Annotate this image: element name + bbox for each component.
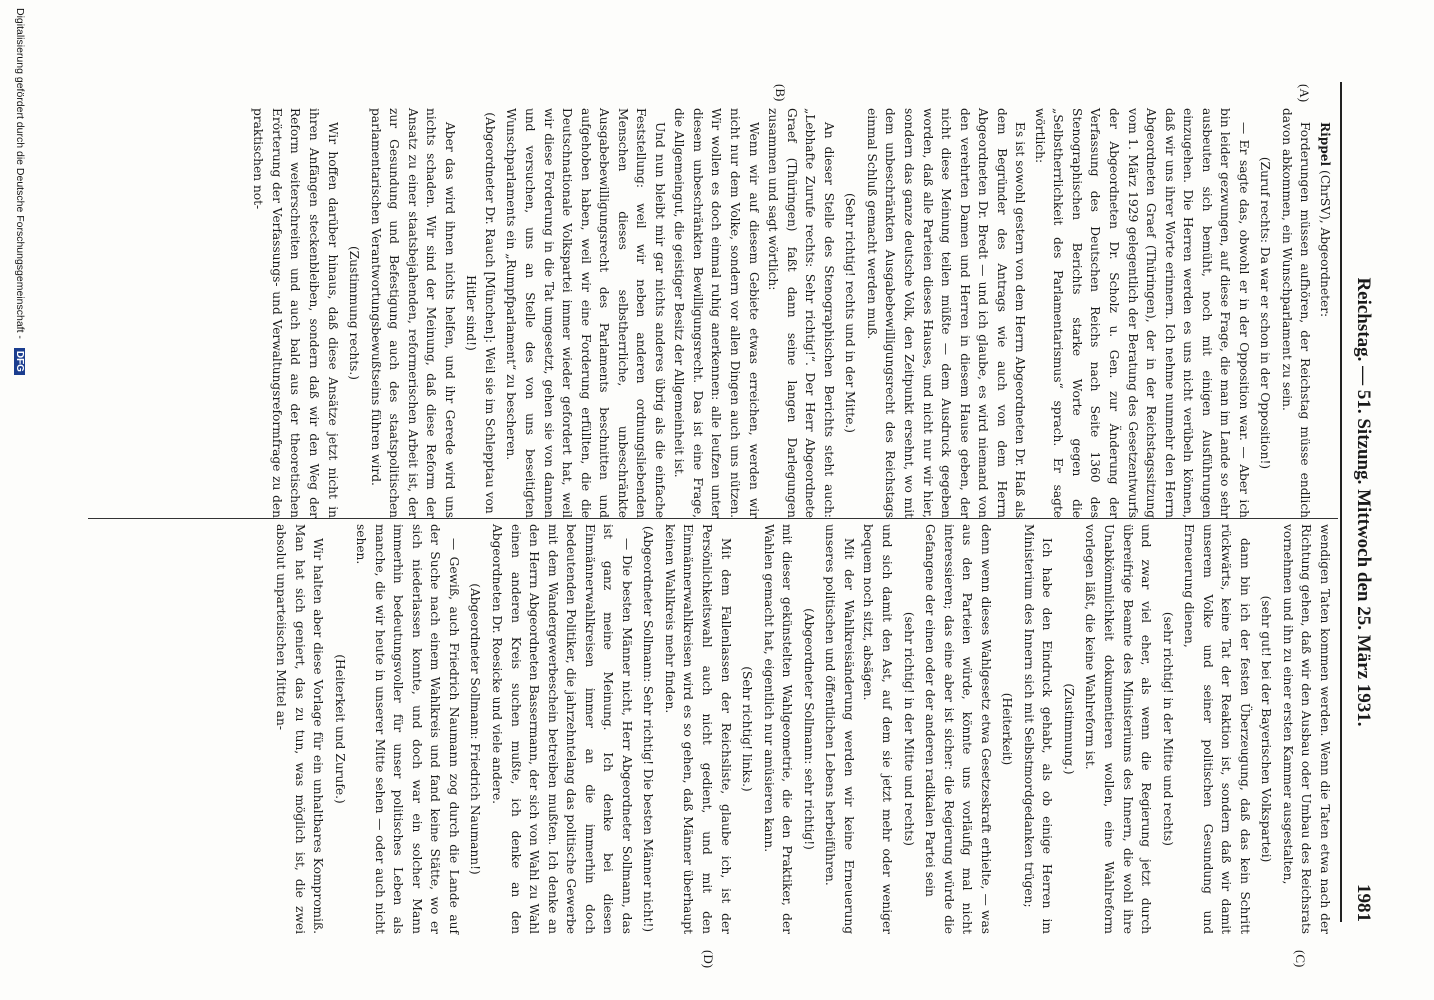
dfg-logo: DFG	[14, 348, 25, 375]
interjection: (sehr gut! bei der Bayerischen Volkspartei)	[1259, 595, 1274, 863]
running-head	[1344, 82, 1374, 922]
paragraph: Aber das wird ihnen nichts helfen, und ihr Gerede wird uns nichts schaden. Wir sind der Meinung, daß diese Reform der Ansatz zu einer staatsbejahenden, reformerischen Arbeit ist, der zur Gesundung und Befestigung auch des staatspolitischen parlamentarischen Verantwortungsbewußtseins führen wird.	[368, 108, 457, 518]
paragraph: Wir halten aber diese Vorlage für ein unhaltbares Kompromiß. Man hat sich geniert, das zu tun, was möglich ist, die zwei absolut unparteiischen Mittel an-	[274, 524, 326, 934]
interjection: (Zustimmung.)	[1061, 683, 1076, 775]
page-number: 1981	[1353, 884, 1374, 922]
paragraph: und zwar viel eher, als wenn die Regierung jetzt durch übereifrige Beamte des Ministeriums des Innern, die wohl ihre Unabkömmlichkeit dokumentieren wollen, eine Wahlreform vorlegen läßt, die keine Wahlreform ist.	[1083, 524, 1154, 934]
column-divider	[88, 518, 1338, 519]
paragraph: Mit dem Fallenlassen der Reichsliste, glaube ich, ist der Persönlichkeitswahl auch nicht gedient, und mit den Einmännerwahlkreisen wird es so gehen, daß Männer überhaupt keinen Wahlkreis mehr finden.	[662, 524, 733, 934]
paragraph: und sich damit den Ast, auf dem sie jetzt mehr oder weniger bequem noch sitzt, absägen.	[861, 524, 894, 934]
paragraph: Ich habe den Eindruck gehabt, als ob einige Herren im Ministerium des Innern sich mit Selbstmordgedanken trügen;	[1021, 524, 1055, 934]
paragraph: denn wenn dieses Wahlgesetz etwa Gesetzeskraft erhielte, — was aus den Parteien würde, könnte uns vorläufig mal nicht interessieren; das eine aber ist sicher: die Regierung würde die Gefangene der einen oder der anderen radikalen Partei sein	[923, 524, 993, 934]
paragraph: dann bin ich der festen Überzeugung, daß das kein Schritt rückwärts, keine Tat der Reaktion ist, sondern daß wir damit unserem Volke und seiner politischen Gesundung und Erneuerung dienen,	[1182, 524, 1252, 934]
margin-marker-c: (C)	[1293, 950, 1308, 968]
left-column	[248, 108, 1334, 518]
paragraph: — Gewiß, auch Friedrich Naumann zog durch die Lande auf der Suche nach einem Wahlkreis und fand keine Stätte, wo er sich niederlassen konnte, und doch war ein solcher Mann immerhin bedeutungsvoller für unser politisches Leben als manche, die wir heute in unserer Mitte sehen — oder auch nicht sehen.	[354, 524, 461, 934]
interjection: (Abgeordneter Sollmann: Friedrich Naumann!)	[468, 583, 483, 875]
interjection: (Heiterkeit und Zurufe.)	[332, 654, 347, 804]
interjection: (sehr richtig! in der Mitte und rechts)	[901, 611, 916, 847]
speaker-role: (ChrSV), Abgeordneter:	[1318, 166, 1332, 318]
interjection: (Heiterkeit)	[1000, 692, 1015, 766]
paragraph: — Die besten Männer nicht, Herr Abgeordneter Sollmann, das ist ganz meine Meinung. Ich denke bei diesen Einmännerwahlkreisen immer an die immerhin doch bedeutenden Politiker, die jahrzehntelang das politische Gewerbe mit dem Wandergewerbeschein betreiben mußten. Ich denke an den Herrn Abgeordneten Bassermann, der sich von Wahl zu Wahl einen anderen Kreis suchen mußte, ich denke an den Abgeordneten Dr. Roesicke und viele andere.	[490, 524, 634, 934]
paragraph: mit dieser gekünstelten Wahlgeometrie, die den Praktiker, der Wahlen gemacht hat, eigentlich nur amüsieren kann.	[761, 524, 795, 934]
paragraph: Und nun bleibt mir gar nichts anderes übrig als die einfache Feststellung: weil wir neben anderen ordnungsliebenden Menschen dieses selbstherrliche, unbeschränkte Ausgabebewilligungsrecht des Parlaments beschnitten und aufgehoben haben, weil wir eine Forderung erfüllten, die die Deutschnationale Volkspartei immer wieder gefordert hat, weil wir diese Forderung in die Tat umgesetzt, gehen sie von dannen und versuchen, uns an Stelle des von uns beseitigten Wunschparlaments ein „Rumpfparlament“ zu bescheren.	[504, 108, 667, 518]
interjection: (Zuruf rechts: Da war er schon in der Opposition!)	[1258, 156, 1273, 470]
paragraph: Wir hoffen darüber hinaus, daß diese Ansätze jetzt nicht in ihren Anfängen steckenbleiben, sondern daß wir den Weg der Reform weiterschreiten und auch bald aus der theoretischen Erörterung der Verfassungs- und Verwaltungsreformfrage zu den praktischen not-	[251, 108, 340, 518]
margin-marker-a: (A)	[1297, 84, 1312, 103]
paragraph: An dieser Stelle des Stenographischen Berichts steht auch: „Lebhafte Zurufe rechts: Sehr richtig!“. Der Herr Abgeordnete Graef (Thüringen) faßt dann seine langen Darlegungen zusammen und sagt wörtlich:	[766, 108, 836, 518]
page-title: Reichstag. — 51. Sitzung. Mittwoch den 25. März 1931.	[1353, 277, 1374, 727]
interjection: (Sehr richtig! links.)	[740, 666, 755, 792]
interjection: (Abgeordneter Sollmann: Sehr richtig! Die besten Männer nicht!)	[641, 525, 656, 933]
digitization-footer	[14, 0, 26, 1000]
margin-marker-b: (B)	[773, 84, 788, 102]
paragraph: Mit der Wahlkreisänderung werden wir keine Erneuerung unseres politischen und öffentlichen Lebens herbeiführen.	[823, 524, 856, 934]
paragraph: — Er sagte das, obwohl er in der Opposition war. — Aber ich bin leider gezwungen, auf diese Frage, die man im Lande so sehr ausbeuten sich bemüht, noch mit einigen Ausführungen einzugehen. Die Herren werden es uns nicht verübeln können, daß wir uns ihrer Worte erinnern. Ich nehme nunmehr den Herrn Abgeordneten Graef (Thüringen), der in der Reichstagssitzung vom 1. März 1929 gelegentlich der Beratung des Gesetzentwurfs der Abgeordneten Dr. Scholz u. Gen. zur Änderung der Verfassung des Deutschen Reichs nach Seite 1360 des Stenographischen Berichts starke Worte gegen die „Selbstherrlichkeit des Parlamentarismus“ sprach. Er sagte wörtlich:	[1032, 108, 1251, 518]
speaker-name: Rippel	[1318, 122, 1332, 167]
paragraph: Wenn wir auf diesem Gebiete etwas erreichen, werden wir nicht nur dem Volke, sondern vor allen Dingen auch uns nützen. Wir wollen es doch einmal ruhig anerkennen: alle leufzen unter diesem unbeschränkten Bewilligungsrecht. Das ist eine Frage, die Allgemeingut, die geistiger Besitz der Allgemeinheit ist.	[672, 108, 761, 518]
paragraph: Forderungen müssen aufhören, der Reichstag müsse endlich davon abkommen, ein Wunschparlament zu sein.	[1279, 108, 1313, 518]
interjection: (Sehr richtig! rechts und in der Mitte.)	[843, 192, 858, 434]
header-rule	[1340, 82, 1342, 922]
interjection: (Abgeordneter Sollmann: sehr richtig!)	[801, 608, 816, 850]
right-column	[270, 524, 1334, 934]
interjection: (Zustimmung rechts.)	[347, 245, 362, 381]
paragraph: wendigen Taten kommen werden. Wenn die Taten etwa nach der Richtung gehen, daß wir den Ausbau oder Umbau des Reichsrats vornehmen und ihn zu einer ersten Kammer ausgestalten,	[1280, 524, 1332, 934]
footer-text: Digitalisierung gefördert durch die Deutsche Forschungsgemeinschaft -	[14, 8, 26, 339]
interjection: (sehr richtig! in der Mitte und rechts)	[1160, 611, 1175, 847]
speaker-line	[1315, 108, 1334, 518]
paragraph: Es ist sowohl gestern von dem Herrn Abgeordneten Dr. Haß als dem Begründer des Antrags wie auch von dem Herrn Abgeordneten Dr. Bredt — und ich glaube, es wird niemand von den verehrten Damen und Herren in diesem Hause geben, der nicht diese Meinung teilen müßte — dem Ausdruck gegeben worden, daß alle Parteien dieses Hauses, und nicht nur wir hier, sondern das ganze deutsche Volk, den Zeitpunkt ersehnt, wo mit dem unbeschränkten Ausgabebewilligungsrecht des Reichstags einmal Schluß gemacht werden muß.	[864, 108, 1028, 518]
interjection: (Abgeordneter Dr. Rauch [München]: Weil sie im Schlepptau von Hitler sind!)	[464, 112, 497, 514]
margin-marker-d: (D)	[701, 950, 716, 969]
